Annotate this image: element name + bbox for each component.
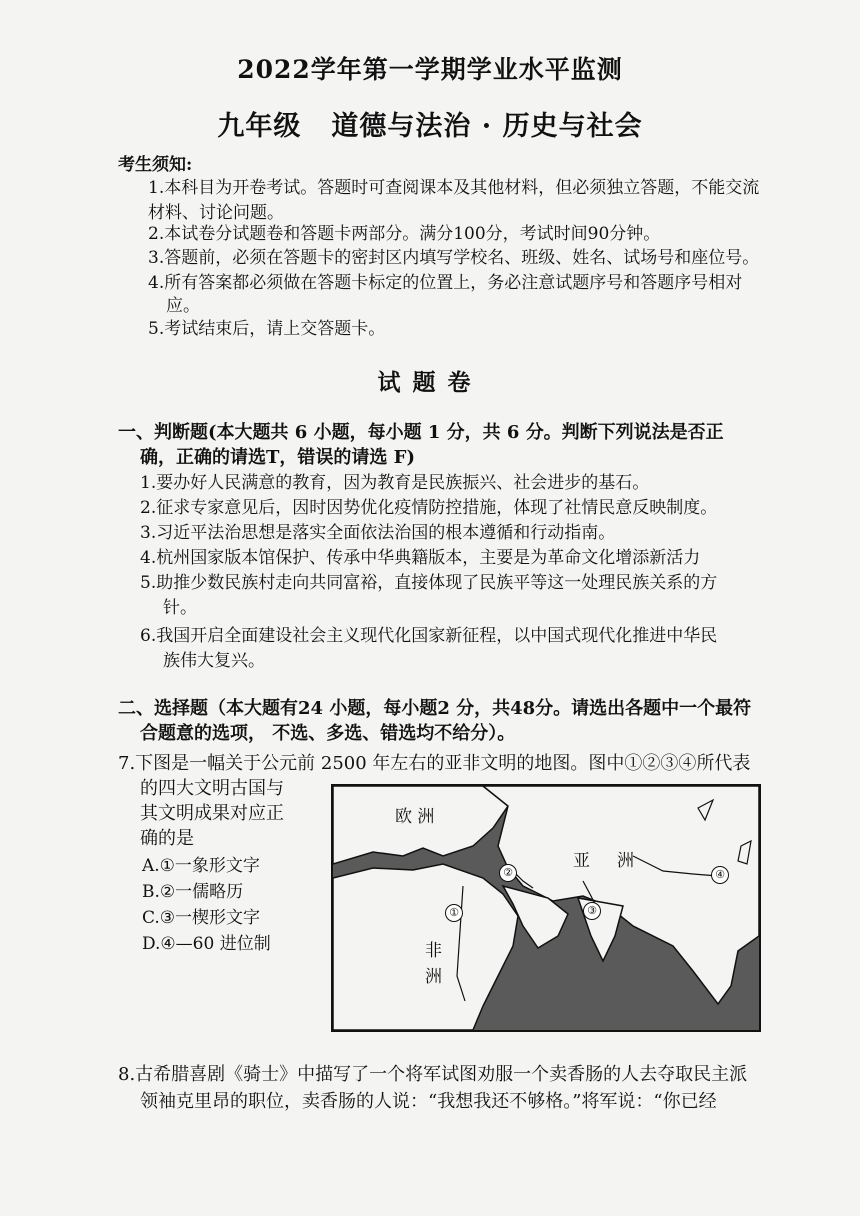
- notice-item: 材料、讨论问题。: [148, 203, 284, 223]
- judge-question: 6.我国开启全面建设社会主义现代化国家新征程，以中国式现代化推进中华民: [140, 626, 718, 646]
- notice-item: 3.答题前，必须在答题卡的密封区内填写学校名、班级、姓名、试场号和座位号。: [148, 248, 760, 268]
- judge-question-cont: 族伟大复兴。: [163, 651, 265, 671]
- q7-stem-line: 其文明成果对应正: [140, 803, 284, 824]
- q7-option-c: C.③一楔形文字: [142, 908, 261, 928]
- part1-heading-cont: 确，正确的请选T，错误的请选 F): [140, 447, 415, 468]
- notice-item: 1.本科目为开卷考试。答题时可查阅课本及其他材料，但必须独立答题，不能交流: [148, 178, 760, 198]
- judge-question: 2.征求专家意见后，因时因势优化疫情防控措施，体现了社情民意反映制度。: [140, 498, 718, 518]
- notice-item: 2.本试卷分试题卷和答题卡两部分。满分100分，考试时间90分钟。: [148, 224, 661, 244]
- q7-stem-line: 的四大文明古国与: [140, 778, 284, 799]
- q7-option-a: A.①一象形文字: [142, 856, 260, 876]
- q7-option-d: D.④—60 进位制: [142, 934, 271, 954]
- notice-item: 5.考试结束后，请上交答题卡。: [148, 319, 386, 339]
- q7-stem-line: 确的是: [140, 828, 194, 849]
- civilization-map: [331, 784, 761, 1032]
- part2-heading-cont: 合题意的选项， 不选、多选、错选均不给分）。: [140, 723, 516, 744]
- judge-question: 5.助推少数民族村走向共同富裕，直接体现了民族平等这一处理民族关系的方: [140, 573, 718, 593]
- map-label-europe: 欧 洲: [395, 807, 435, 827]
- notice-item: 应。: [166, 296, 200, 316]
- marker-3: ③: [583, 902, 601, 920]
- q8-stem: 8.古希腊喜剧《骑士》中描写了一个将军试图劝服一个卖香肠的人去夺取民主派: [118, 1064, 748, 1085]
- judge-question-cont: 针。: [163, 598, 197, 618]
- section-title: 试题卷: [377, 369, 483, 396]
- notice-heading: 考生须知:: [118, 155, 193, 175]
- q8-stem-cont: 领袖克里昂的职位，卖香肠的人说：“我想我还不够格。”将军说：“你已经: [140, 1091, 717, 1112]
- grade-label: 九年级: [217, 111, 302, 142]
- marker-2: ②: [499, 864, 517, 882]
- exam-subtitle: [0, 104, 860, 143]
- part2-heading: 二、选择题（本大题有24 小题，每小题2 分，共48分。请选出各题中一个最符: [118, 698, 752, 719]
- q7-stem: 7.下图是一幅关于公元前 2500 年左右的亚非文明的地图。图中①②③④所代表: [118, 753, 751, 774]
- part1-heading: 一、判断题(本大题共 6 小题，每小题 1 分，共 6 分。判断下列说法是否正: [118, 422, 724, 443]
- map-label-asia: 亚 洲: [573, 851, 635, 871]
- judge-question: 1.要办好人民满意的教育，因为教育是民族振兴、社会进步的基石。: [140, 473, 650, 493]
- q7-option-b: B.②一儒略历: [142, 882, 244, 902]
- map-label-africa: 洲: [425, 967, 442, 987]
- judge-question: 3.习近平法治思想是落实全面依法治国的根本遵循和行动指南。: [140, 523, 616, 543]
- judge-question: 4.杭州国家版本馆保护、传承中华典籍版本，主要是为革命文化增添新活力: [140, 548, 701, 568]
- map-label-africa: 非: [425, 941, 442, 961]
- marker-4: ④: [711, 866, 729, 884]
- marker-1: ①: [445, 904, 463, 922]
- notice-item: 4.所有答案都必须做在答题卡标定的位置上，务必注意试题序号和答题序号相对: [148, 273, 743, 293]
- exam-title: 2022学年第一学期学业水平监测: [237, 55, 623, 84]
- subject-label: 道德与法治 · 历史与社会: [331, 111, 643, 142]
